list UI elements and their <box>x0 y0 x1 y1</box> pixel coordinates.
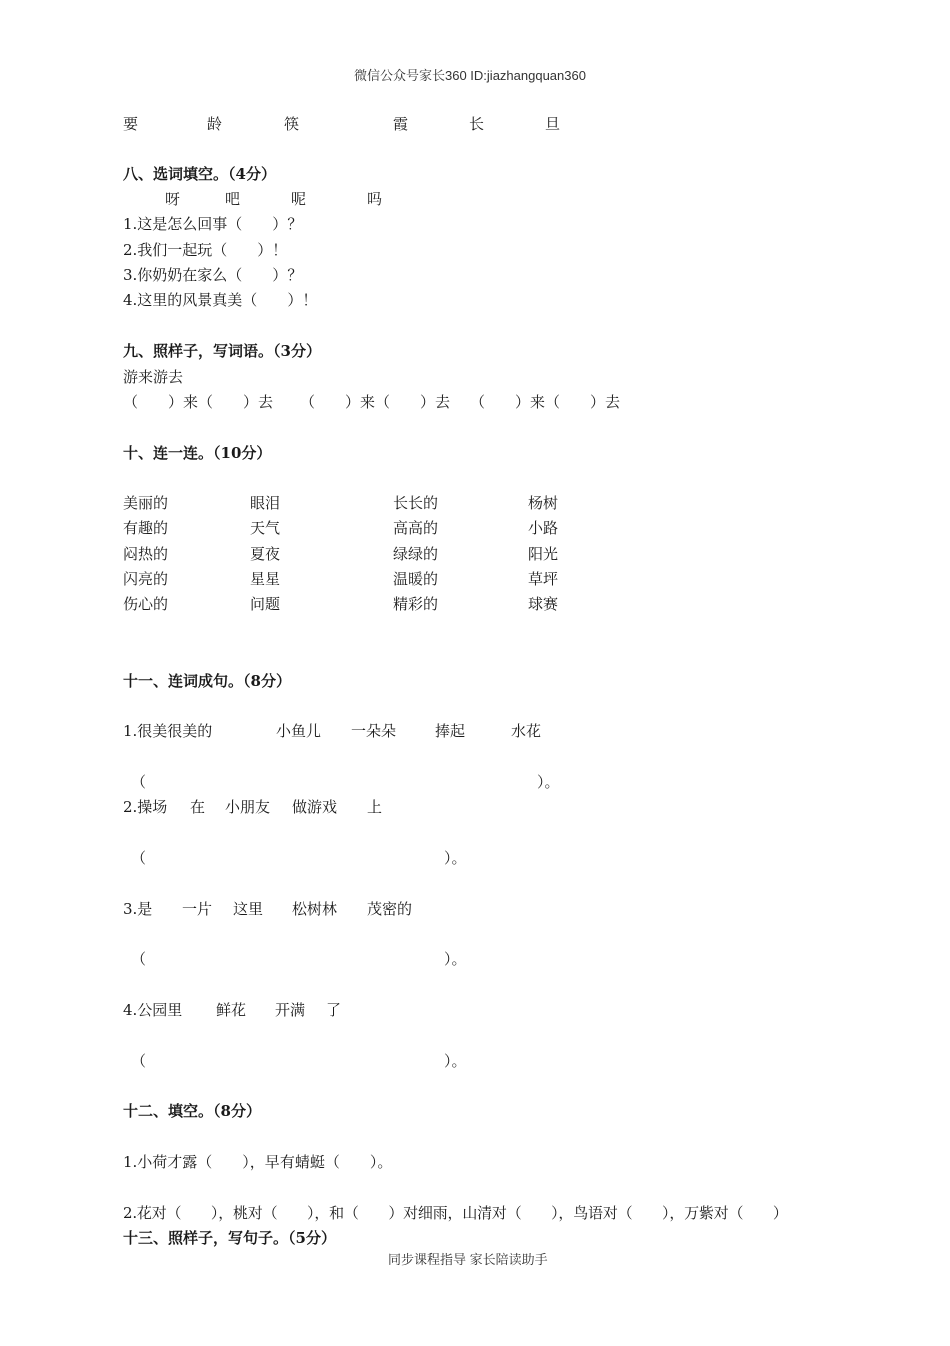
q3-word-5: 茂密的 <box>367 900 413 918</box>
match-right-1: 杨树 <box>528 494 559 512</box>
char-3: 筷 <box>284 115 300 133</box>
q3-word-3: 这里 <box>233 900 264 918</box>
char-2: 龄 <box>207 115 223 133</box>
q3-word-2: 一片 <box>182 900 213 918</box>
sec8-item-1: 1.这是怎么回事（ ）？ <box>123 215 303 233</box>
q1-word-4: 捧起 <box>435 722 466 740</box>
q2-word-3: 小朋友 <box>225 798 271 816</box>
page-footer: 同步课程指导 家长陪读助手 <box>388 1252 548 1267</box>
word-option-2: 吧 <box>225 190 241 208</box>
match-right-4: 草坪 <box>528 570 559 588</box>
sec8-item-3: 3.你奶奶在家么（ ）？ <box>123 266 303 284</box>
sec8-item-4: 4.这里的风景真美（ ）！ <box>123 291 318 309</box>
section-12-title: 十二、填空。（8分） <box>123 1102 261 1120</box>
match-right-2: 小路 <box>528 519 559 537</box>
char-4: 霞 <box>393 115 409 133</box>
section-8-title: 八、选词填空。（4分） <box>123 165 276 183</box>
match-left-4: 闪亮的 <box>123 570 169 588</box>
q4-word-2: 鲜花 <box>216 1001 247 1019</box>
q1-word-2: 小鱼儿 <box>276 722 322 740</box>
match-noun-4: 星星 <box>250 570 281 588</box>
char-1: 要 <box>123 115 139 133</box>
sec12-item-2: 2.花对（ ），桃对（ ），和（ ）对细雨，山清对（ ），鸟语对（ ），万紫对（ ） <box>123 1204 788 1222</box>
word-option-4: 吗 <box>367 190 383 208</box>
sec12-item-1: 1.小荷才露（ ），早有蜻蜓（ ）。 <box>123 1153 393 1171</box>
word-option-3: 呢 <box>291 190 307 208</box>
section-11-title: 十一、连词成句。（8分） <box>123 672 291 690</box>
q3-answer-open: （ <box>131 950 147 968</box>
q4-word-1: 4.公园里 <box>123 1001 183 1019</box>
match-left-1: 美丽的 <box>123 494 169 512</box>
page-header: 微信公众号家长360 ID:jiazhangquan360 <box>354 68 586 83</box>
q2-word-1: 2.操场 <box>123 798 168 816</box>
match-left-5: 伤心的 <box>123 595 169 613</box>
sec9-example: 游来游去 <box>123 368 184 386</box>
q3-word-1: 3.是 <box>123 900 153 918</box>
q4-answer-close: ）。 <box>444 1052 467 1070</box>
q3-word-4: 松树林 <box>292 900 338 918</box>
q3-answer-close: ）。 <box>444 950 467 968</box>
section-10-title: 十、连一连。（10分） <box>123 444 272 462</box>
q1-word-5: 水花 <box>511 722 542 740</box>
section-9-title: 九、照样子，写词语。（3分） <box>123 342 321 360</box>
match-noun-2: 天气 <box>250 519 281 537</box>
match-right-3: 阳光 <box>528 545 559 563</box>
sec9-blank-2: （ ）来（ ）去 <box>300 393 451 411</box>
match-right-5: 球赛 <box>528 595 559 613</box>
match-left-2: 有趣的 <box>123 519 169 537</box>
q2-word-5: 上 <box>367 798 383 816</box>
match-adj-2: 高高的 <box>393 519 439 537</box>
q1-answer-close: ）。 <box>537 773 560 791</box>
q1-word-3: 一朵朵 <box>351 722 397 740</box>
sec8-item-2: 2.我们一起玩（ ）！ <box>123 241 288 259</box>
q4-answer-open: （ <box>131 1052 147 1070</box>
match-noun-5: 问题 <box>250 595 281 613</box>
char-5: 长 <box>469 115 485 133</box>
word-option-1: 呀 <box>165 190 181 208</box>
match-noun-1: 眼泪 <box>250 494 281 512</box>
section-13-title: 十三、照样子，写句子。（5分） <box>123 1229 336 1247</box>
match-adj-3: 绿绿的 <box>393 545 439 563</box>
q2-word-2: 在 <box>190 798 206 816</box>
q4-word-4: 了 <box>326 1001 342 1019</box>
q1-answer-open: （ <box>131 773 147 791</box>
q2-word-4: 做游戏 <box>292 798 338 816</box>
q1-word-1: 1.很美很美的 <box>123 722 213 740</box>
q2-answer-close: ）。 <box>444 849 467 867</box>
q4-word-3: 开满 <box>275 1001 306 1019</box>
match-adj-5: 精彩的 <box>393 595 439 613</box>
char-6: 旦 <box>545 115 561 133</box>
match-noun-3: 夏夜 <box>250 545 281 563</box>
q2-answer-open: （ <box>131 849 147 867</box>
match-adj-4: 温暖的 <box>393 570 439 588</box>
sec9-blank-1: （ ）来（ ）去 <box>123 393 274 411</box>
match-left-3: 闷热的 <box>123 545 169 563</box>
match-adj-1: 长长的 <box>393 494 439 512</box>
sec9-blank-3: （ ）来（ ）去 <box>470 393 621 411</box>
